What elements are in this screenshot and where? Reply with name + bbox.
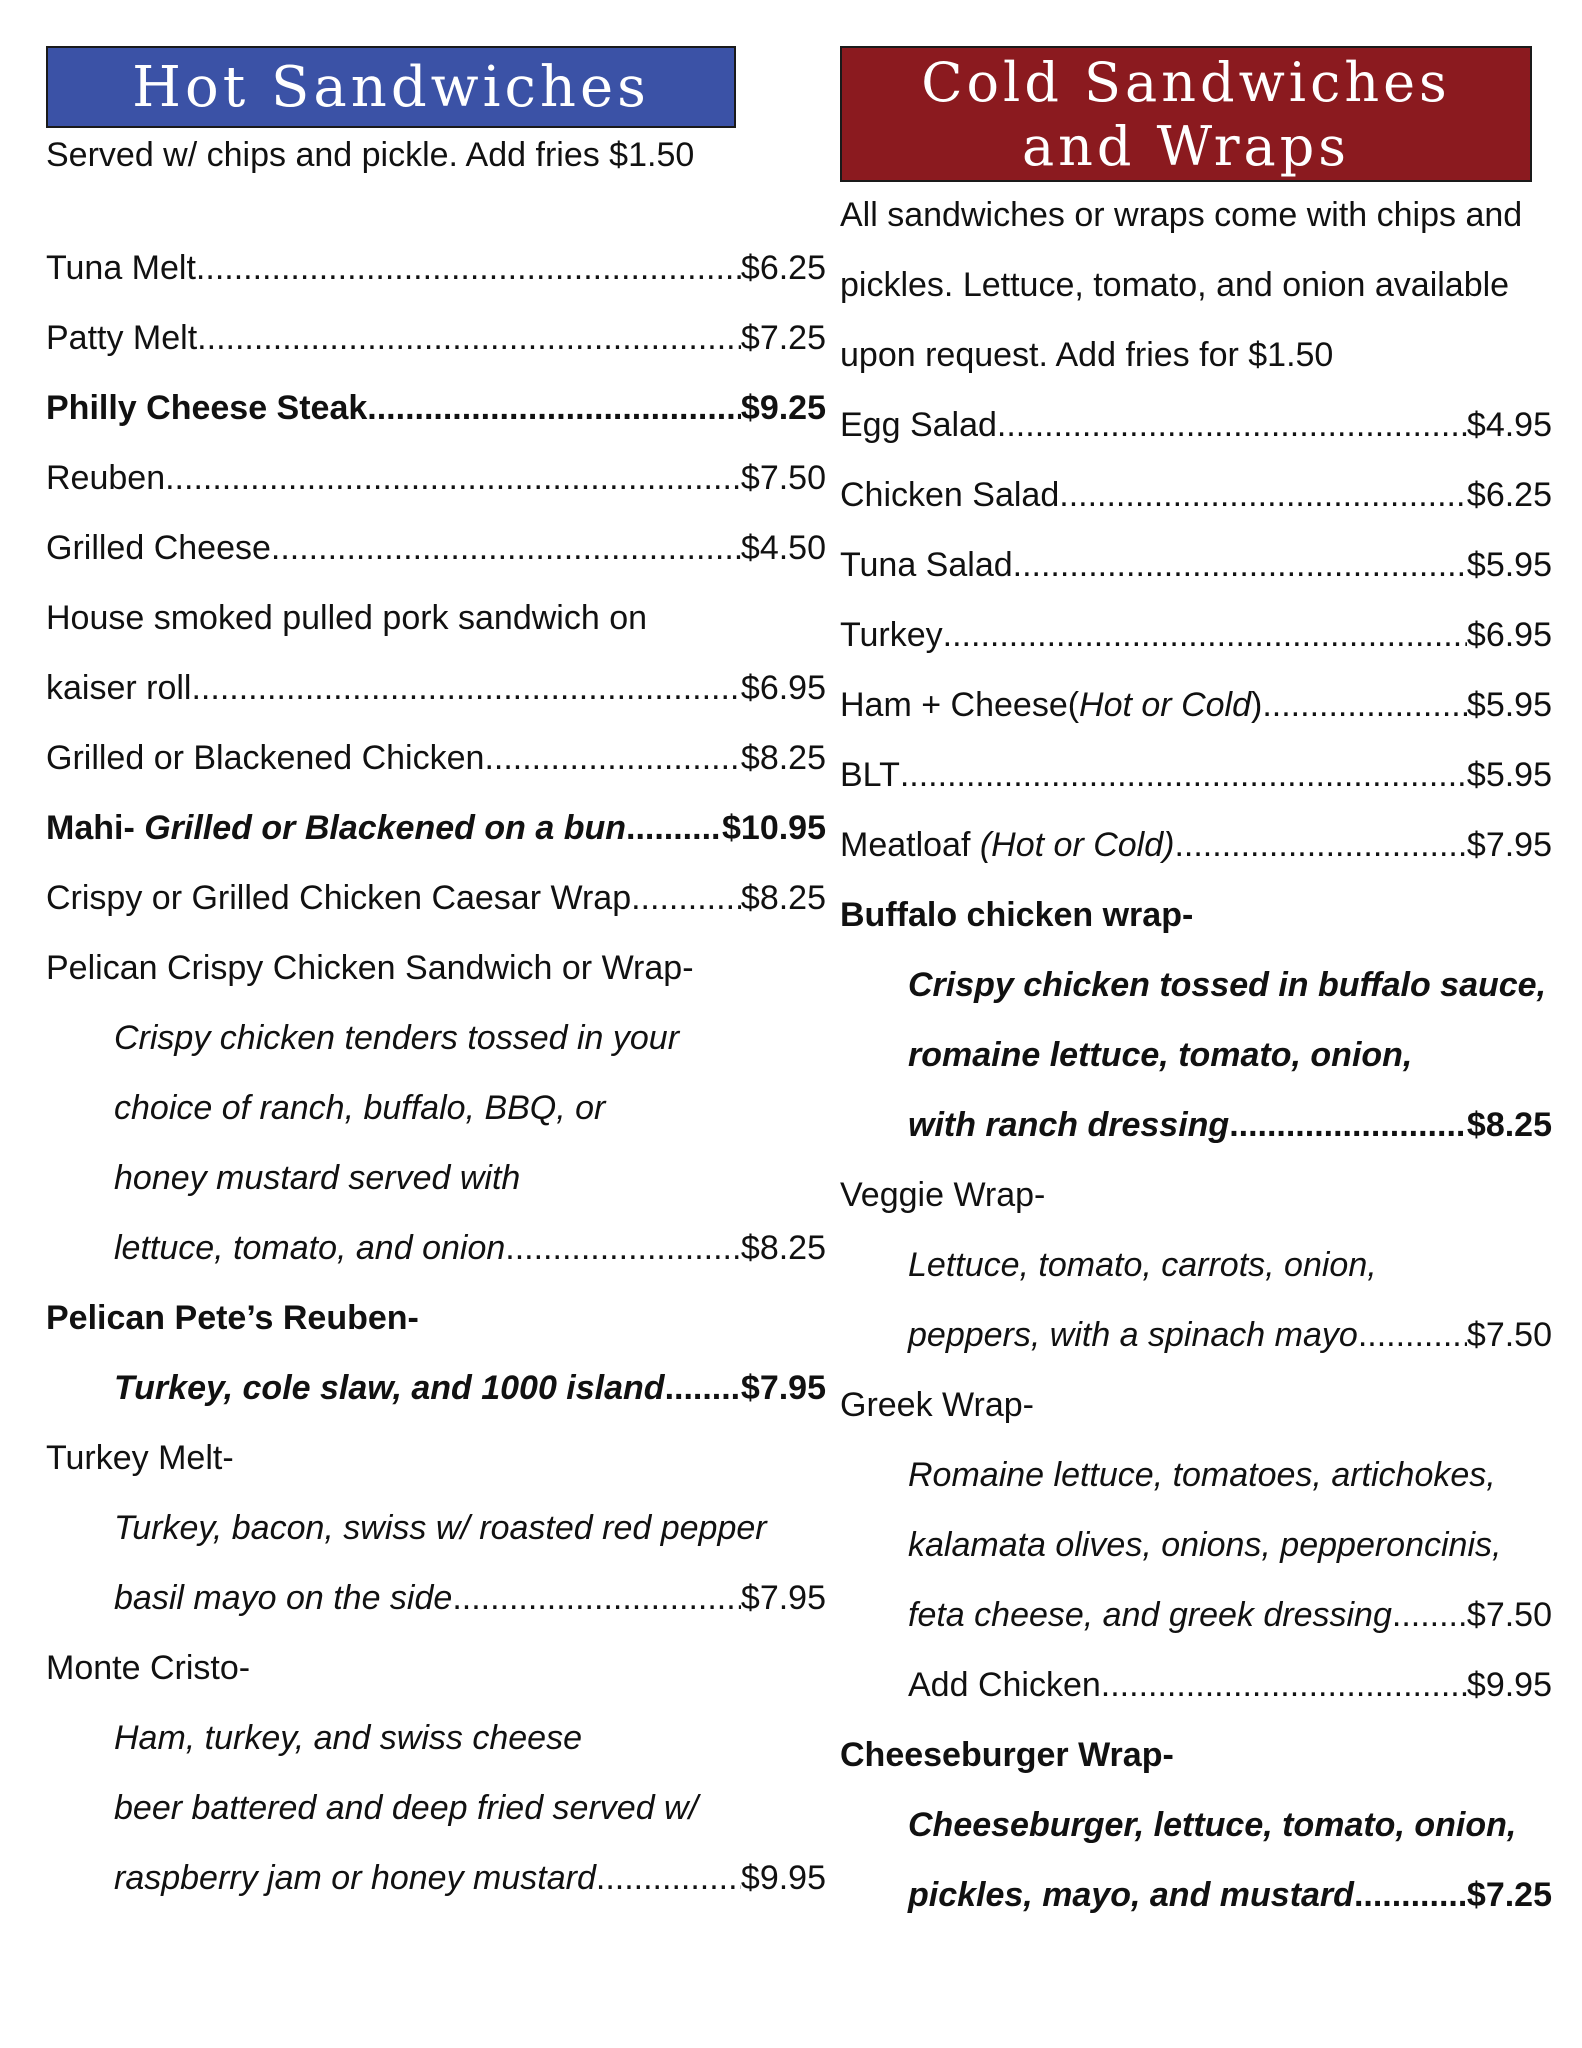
item-price: $9.25 (740, 389, 826, 427)
item-name-italic: (Hot or Cold) (979, 826, 1175, 864)
item-text: Buffalo chicken wrap- (840, 896, 1194, 934)
item-price: $6.25 (740, 249, 826, 287)
menu-item-cheeseburger-wrap (840, 1860, 1552, 1930)
menu-item-grilled-cheese (46, 513, 826, 583)
item-price: $9.95 (1466, 1666, 1552, 1704)
item-text: kalamata olives, onions, pepperoncinis, (908, 1526, 1502, 1564)
item-text: Crispy chicken tossed in buffalo sauce, (908, 966, 1547, 1004)
menu-item-philly-cheese-steak (46, 373, 826, 443)
menu-item-reuben (46, 443, 826, 513)
item-price: $7.50 (1466, 1596, 1552, 1634)
item-text: Monte Cristo- (46, 1649, 251, 1687)
item-price: $7.95 (740, 1369, 826, 1407)
item-name: Grilled Cheese (46, 529, 271, 567)
item-name: Egg Salad (840, 406, 997, 444)
item-description (46, 1003, 826, 1073)
item-price: $4.95 (1466, 406, 1552, 444)
item-text: Pelican Crispy Chicken Sandwich or Wrap- (46, 949, 694, 987)
cold-sandwiches-title (840, 46, 1532, 182)
cold-sandwiches-list (840, 390, 1552, 1930)
item-price: $7.50 (1466, 1316, 1552, 1354)
item-price: $7.95 (1466, 826, 1552, 864)
menu-item-pelican-pete-reuben-heading (46, 1283, 826, 1353)
menu-item-chicken-salad (840, 460, 1552, 530)
menu-item-ham-cheese (840, 670, 1552, 740)
item-name-italic: Grilled or Blackened on a bun (144, 809, 626, 847)
item-price: $8.25 (740, 739, 826, 777)
item-text: Cheeseburger Wrap- (840, 1736, 1174, 1774)
item-text: Turkey, bacon, swiss w/ roasted red pepper (114, 1509, 767, 1547)
item-text: House smoked pulled pork sandwich on (46, 599, 648, 637)
item-description (840, 950, 1552, 1020)
item-price: $7.95 (740, 1579, 826, 1617)
item-text: honey mustard served with (114, 1159, 521, 1197)
menu-item-buffalo-wrap (840, 1090, 1552, 1160)
item-price: $6.25 (1466, 476, 1552, 514)
item-price: $4.50 (740, 529, 826, 567)
menu-item-veggie-wrap (840, 1300, 1552, 1370)
item-description (46, 1773, 826, 1843)
hot-sandwiches-list (46, 233, 826, 1913)
item-text: choice of ranch, buffalo, BBQ, or (114, 1089, 606, 1127)
item-price: $9.95 (740, 1859, 826, 1897)
item-name: Ham + Cheese( (840, 686, 1080, 724)
item-name-italic: Hot or Cold (1079, 686, 1252, 724)
item-text: Lettuce, tomato, carrots, onion, (908, 1246, 1377, 1284)
item-name: Chicken Salad (840, 476, 1060, 514)
menu-item-turkey-melt (46, 1563, 826, 1633)
item-name: pickles, mayo, and mustard (908, 1876, 1354, 1914)
item-name: Reuben (46, 459, 166, 497)
menu-item-buffalo-wrap-heading (840, 880, 1552, 950)
item-price: $8.25 (740, 1229, 826, 1267)
cold-title-line-1: Cold Sandwiches (921, 51, 1451, 114)
item-name: Grilled or Blackened Chicken (46, 739, 485, 777)
item-name: lettuce, tomato, and onion (114, 1229, 506, 1267)
item-name: Turkey (840, 616, 943, 654)
menu-item-greek-wrap (840, 1580, 1552, 1650)
item-text: Turkey Melt- (46, 1439, 234, 1477)
item-price: $5.95 (1466, 686, 1552, 724)
menu-item-pelican-crispy-heading (46, 933, 826, 1003)
item-name: basil mayo on the side (114, 1579, 453, 1617)
item-name: feta cheese, and greek dressing (908, 1596, 1392, 1634)
item-price: $5.95 (1466, 546, 1552, 584)
item-description (840, 1020, 1552, 1090)
item-price: $10.95 (722, 809, 826, 847)
menu-item-cheeseburger-wrap-heading (840, 1720, 1552, 1790)
menu-item-meatloaf (840, 810, 1552, 880)
item-name: with ranch dressing (908, 1106, 1230, 1144)
item-price: $8.25 (740, 879, 826, 917)
menu-item-tuna-salad (840, 530, 1552, 600)
item-text: Veggie Wrap- (840, 1176, 1046, 1214)
item-name: Philly Cheese Steak (46, 389, 368, 427)
item-price: $8.25 (1466, 1106, 1552, 1144)
item-text: Ham, turkey, and swiss cheese (114, 1719, 582, 1757)
item-name: Turkey, cole slaw, and 1000 island (114, 1369, 665, 1407)
item-price: $5.95 (1466, 756, 1552, 794)
item-name: Add Chicken (908, 1666, 1101, 1704)
item-description (46, 1703, 826, 1773)
item-price: $7.25 (740, 319, 826, 357)
menu-item-tuna-melt (46, 233, 826, 303)
item-description (840, 1790, 1552, 1860)
menu-item-mahi (46, 793, 826, 863)
menu-item-pulled-pork (46, 653, 826, 723)
item-description (46, 1143, 826, 1213)
item-name: Tuna Salad (840, 546, 1013, 584)
item-name: BLT (840, 756, 900, 794)
menu-item-caesar-wrap (46, 863, 826, 933)
menu-item-pelican-pete-reuben (46, 1353, 826, 1423)
item-price: $6.95 (740, 669, 826, 707)
item-text: Romaine lettuce, tomatoes, artichokes, (908, 1456, 1496, 1494)
item-name-after: ) (1251, 686, 1263, 724)
item-name: kaiser roll (46, 669, 192, 707)
item-text: Cheeseburger, lettuce, tomato, onion, (908, 1806, 1517, 1844)
item-name: peppers, with a spinach mayo (908, 1316, 1358, 1354)
menu-item-turkey (840, 600, 1552, 670)
item-name: Mahi- (46, 809, 135, 847)
menu-item-pelican-crispy (46, 1213, 826, 1283)
item-name: Meatloaf (840, 826, 971, 864)
item-name: Tuna Melt (46, 249, 196, 287)
menu-item-grilled-blackened-chicken (46, 723, 826, 793)
item-text: romaine lettuce, tomato, onion, (908, 1036, 1413, 1074)
cold-title-line-2: and Wraps (1021, 115, 1351, 178)
item-name: Crispy or Grilled Chicken Caesar Wrap (46, 879, 632, 917)
menu-item-greek-wrap-heading (840, 1370, 1552, 1440)
item-text: Greek Wrap- (840, 1386, 1034, 1424)
item-name: Patty Melt (46, 319, 198, 357)
item-description (840, 1510, 1552, 1580)
item-text: beer battered and deep fried served w/ (114, 1789, 699, 1827)
item-text: Crispy chicken tenders tossed in your (114, 1019, 680, 1057)
item-price: $6.95 (1466, 616, 1552, 654)
item-description (46, 1493, 826, 1563)
cold-sandwiches-intro: All sandwiches or wraps come with chips and pickles. Lettuce, tomato, and onion available upon request. Add fries for $1.50 (840, 196, 1523, 374)
item-text: Pelican Pete’s Reuben- (46, 1299, 419, 1337)
menu-item-veggie-wrap-heading (840, 1160, 1552, 1230)
menu-item-egg-salad (840, 390, 1552, 460)
menu-item-turkey-melt-heading (46, 1423, 826, 1493)
item-description (46, 1073, 826, 1143)
menu-item-monte-cristo (46, 1843, 826, 1913)
item-price: $7.50 (740, 459, 826, 497)
menu-item-blt (840, 740, 1552, 810)
item-description (840, 1440, 1552, 1510)
menu-item-monte-cristo-heading (46, 1633, 826, 1703)
item-price: $7.25 (1466, 1876, 1552, 1914)
menu-item-add-chicken (840, 1650, 1552, 1720)
hot-sandwiches-intro: Served w/ chips and pickle. Add fries $1.50 (46, 136, 695, 174)
item-name: raspberry jam or honey mustard (114, 1859, 596, 1897)
menu-item-pulled-pork-desc (46, 583, 826, 653)
hot-sandwiches-title: Hot Sandwiches (46, 46, 736, 128)
menu-item-patty-melt (46, 303, 826, 373)
item-description (840, 1230, 1552, 1300)
